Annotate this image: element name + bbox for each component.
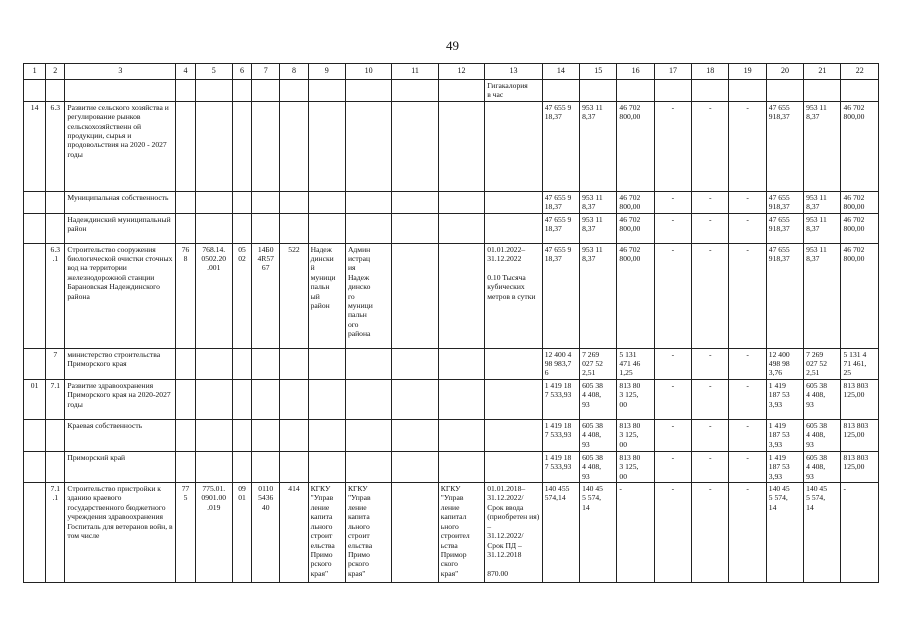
table-cell-col-18: -: [692, 419, 729, 451]
table-cell-col-10: Админ истрац ия Надеж динско го муници пальн ого района: [345, 243, 391, 348]
table-cell-col-20: 1 419 187 53 3,93: [766, 379, 803, 419]
table-cell-col-7: [252, 80, 280, 102]
table-cell-col-11: [392, 213, 438, 243]
table-cell-col-22: [841, 80, 879, 102]
table-cell-col-1: [24, 451, 46, 482]
table-cell-col-13: 01.01.2018– 31.12.2022/ Срок ввода (приобретен ия) – 31.12.2022/ Срок ПД – 31.12.2018 870.00: [485, 483, 543, 583]
table-cell-col-4: 77 5: [176, 483, 195, 583]
table-cell-col-1: [24, 348, 46, 379]
table-cell-col-14: 12 400 4 98 983,7 6: [542, 348, 579, 379]
table-cell-col-14: [542, 80, 579, 102]
table-cell-col-14: 140 455 574,14: [542, 483, 579, 583]
table-cell-col-5: [195, 419, 232, 451]
table-cell-col-9: [308, 213, 345, 243]
page-number: 49: [446, 38, 459, 53]
table-cell-col-7: [252, 348, 280, 379]
table-cell-col-18: -: [692, 451, 729, 482]
table-cell-col-3: Краевая собственность: [65, 419, 176, 451]
header-cell-1: 1: [24, 64, 46, 80]
table-cell-col-5: [195, 101, 232, 191]
table-cell-col-5: [195, 348, 232, 379]
table-cell-col-3: Муниципальная собственность: [65, 191, 176, 213]
table-cell-col-9: [308, 348, 345, 379]
header-cell-21: 21: [804, 64, 841, 80]
header-cell-16: 16: [617, 64, 654, 80]
table-cell-col-14: 47 655 9 18,37: [542, 243, 579, 348]
table-cell-col-16: 46 702 800,00: [617, 213, 654, 243]
table-cell-col-6: [232, 348, 251, 379]
table-cell-col-12: [438, 451, 484, 482]
table-cell-col-18: -: [692, 243, 729, 348]
table-cell-col-5: [195, 451, 232, 482]
table-cell-col-9: [308, 80, 345, 102]
header-cell-17: 17: [654, 64, 691, 80]
table-cell-col-9: [308, 419, 345, 451]
table-cell-col-11: [392, 80, 438, 102]
header-cell-15: 15: [580, 64, 617, 80]
header-cell-13: 13: [485, 64, 543, 80]
table-cell-col-17: -: [654, 451, 691, 482]
table-cell-col-2: [46, 191, 65, 213]
table-cell-col-4: 76 8: [176, 243, 195, 348]
table-cell-col-8: 414: [280, 483, 308, 583]
table-cell-col-20: 1 419 187 53 3,93: [766, 419, 803, 451]
table-cell-col-10: [345, 379, 391, 419]
table-cell-col-8: [280, 80, 308, 102]
table-cell-col-2: 6.3 .1: [46, 243, 65, 348]
header-cell-22: 22: [841, 64, 879, 80]
table-cell-col-8: [280, 101, 308, 191]
table-cell-col-19: -: [729, 348, 766, 379]
header-cell-2: 2: [46, 64, 65, 80]
table-cell-col-3: министерство строительства Приморского края: [65, 348, 176, 379]
table-cell-col-17: -: [654, 243, 691, 348]
table-cell-col-7: [252, 101, 280, 191]
table-cell-col-13: [485, 451, 543, 482]
table-cell-col-4: [176, 379, 195, 419]
table-header-row: [24, 64, 879, 80]
table-cell-col-16: 46 702 800,00: [617, 191, 654, 213]
table-cell-col-15: 605 38 4 408, 93: [580, 451, 617, 482]
table-cell-col-3: Приморский край: [65, 451, 176, 482]
table-cell-col-2: 7: [46, 348, 65, 379]
table-cell-col-14: 1 419 18 7 533,93: [542, 419, 579, 451]
table-cell-col-16: 46 702 800,00: [617, 101, 654, 191]
table-cell-col-9: КГКУ "Управ ление капита льного строит ельства Примо рского края": [308, 483, 345, 583]
table-row: [24, 213, 879, 243]
table-row: [24, 243, 879, 348]
table-cell-col-8: [280, 213, 308, 243]
table-cell-col-7: [252, 419, 280, 451]
table-cell-col-11: [392, 243, 438, 348]
table-cell-col-21: 605 38 4 408, 93: [804, 419, 841, 451]
table-cell-col-13: [485, 379, 543, 419]
table-cell-col-16: [617, 80, 654, 102]
table-cell-col-7: [252, 191, 280, 213]
table-cell-col-16: -: [617, 483, 654, 583]
table-cell-col-18: -: [692, 348, 729, 379]
table-cell-col-12: [438, 213, 484, 243]
table-cell-col-10: [345, 213, 391, 243]
table-cell-col-12: [438, 379, 484, 419]
table-cell-col-21: 953 11 8,37: [804, 191, 841, 213]
table-cell-col-1: [24, 483, 46, 583]
table-cell-col-15: 140 45 5 574, 14: [580, 483, 617, 583]
budget-table: [23, 63, 879, 583]
table-cell-col-20: 1 419 187 53 3,93: [766, 451, 803, 482]
table-cell-col-19: -: [729, 191, 766, 213]
table-cell-col-11: [392, 101, 438, 191]
table-cell-col-20: 140 45 5 574, 14: [766, 483, 803, 583]
table-row: [24, 451, 879, 482]
table-cell-col-16: 46 702 800,00: [617, 243, 654, 348]
header-cell-14: 14: [542, 64, 579, 80]
table-cell-col-15: 7 269 027 52 2,51: [580, 348, 617, 379]
table-cell-col-11: [392, 483, 438, 583]
table-cell-col-9: Надеж дински й муници пальн ый район: [308, 243, 345, 348]
header-cell-20: 20: [766, 64, 803, 80]
table-cell-col-20: 47 655 918,37: [766, 243, 803, 348]
table-cell-col-17: -: [654, 213, 691, 243]
table-cell-col-15: 953 11 8,37: [580, 243, 617, 348]
table-cell-col-19: [729, 80, 766, 102]
table-cell-col-22: 46 702 800,00: [841, 191, 879, 213]
table-cell-col-1: [24, 213, 46, 243]
table-cell-col-6: 05 02: [232, 243, 251, 348]
table-cell-col-21: 953 11 8,37: [804, 243, 841, 348]
table-cell-col-14: 47 655 9 18,37: [542, 191, 579, 213]
table-cell-col-20: 47 655 918,37: [766, 101, 803, 191]
header-cell-7: 7: [252, 64, 280, 80]
header-cell-19: 19: [729, 64, 766, 80]
table-cell-col-3: [65, 80, 176, 102]
table-row: [24, 419, 879, 451]
table-cell-col-5: [195, 80, 232, 102]
table-cell-col-1: [24, 243, 46, 348]
table-cell-col-7: 14Б0 4R57 67: [252, 243, 280, 348]
table-cell-col-6: [232, 451, 251, 482]
header-cell-4: 4: [176, 64, 195, 80]
table-cell-col-21: [804, 80, 841, 102]
table-cell-col-12: КГКУ "Управ ление капитал ьного строител ьства Примор ского края": [438, 483, 484, 583]
table-cell-col-22: 46 702 800,00: [841, 243, 879, 348]
table-cell-col-21: 605 38 4 408, 93: [804, 451, 841, 482]
table-cell-col-19: -: [729, 379, 766, 419]
header-cell-5: 5: [195, 64, 232, 80]
table-cell-col-5: [195, 379, 232, 419]
table-cell-col-15: [580, 80, 617, 102]
table-cell-col-4: [176, 213, 195, 243]
table-cell-col-12: [438, 101, 484, 191]
table-cell-col-6: [232, 379, 251, 419]
table-cell-col-9: [308, 451, 345, 482]
table-cell-col-2: [46, 451, 65, 482]
table-cell-col-8: [280, 348, 308, 379]
table-cell-col-19: -: [729, 213, 766, 243]
table-cell-col-21: 953 11 8,37: [804, 213, 841, 243]
table-cell-col-17: -: [654, 483, 691, 583]
table-cell-col-18: -: [692, 191, 729, 213]
table-cell-col-19: -: [729, 243, 766, 348]
table-cell-col-19: -: [729, 451, 766, 482]
table-cell-col-10: [345, 348, 391, 379]
table-cell-col-7: 0110 5436 40: [252, 483, 280, 583]
table-cell-col-19: -: [729, 419, 766, 451]
table-cell-col-13: [485, 348, 543, 379]
table-cell-col-15: 953 11 8,37: [580, 101, 617, 191]
table-cell-col-22: 813 803 125,00: [841, 379, 879, 419]
table-cell-col-12: [438, 419, 484, 451]
table-cell-col-4: [176, 80, 195, 102]
table-cell-col-7: [252, 213, 280, 243]
table-cell-col-10: [345, 80, 391, 102]
table-row: [24, 191, 879, 213]
table-cell-col-9: [308, 101, 345, 191]
table-cell-col-12: [438, 243, 484, 348]
header-cell-8: 8: [280, 64, 308, 80]
table-cell-col-4: [176, 419, 195, 451]
table-cell-col-20: 47 655 918,37: [766, 213, 803, 243]
table-body: [24, 64, 879, 583]
table-cell-col-10: КГКУ "Управ ление капита льного строит ельства Примо рского края": [345, 483, 391, 583]
table-cell-col-20: [766, 80, 803, 102]
table-cell-col-8: [280, 191, 308, 213]
table-row: [24, 80, 879, 102]
table-cell-col-9: [308, 379, 345, 419]
table-row: [24, 101, 879, 191]
table-cell-col-15: 605 38 4 408, 93: [580, 379, 617, 419]
table-cell-col-21: 605 38 4 408, 93: [804, 379, 841, 419]
table-cell-col-6: [232, 419, 251, 451]
table-cell-col-1: [24, 80, 46, 102]
table-cell-col-18: [692, 80, 729, 102]
table-cell-col-2: [46, 80, 65, 102]
table-cell-col-16: 5 131 471 46 1,25: [617, 348, 654, 379]
table-cell-col-2: [46, 419, 65, 451]
header-cell-9: 9: [308, 64, 345, 80]
table-cell-col-17: -: [654, 379, 691, 419]
table-cell-col-6: [232, 213, 251, 243]
table-cell-col-13: [485, 191, 543, 213]
table-cell-col-4: [176, 451, 195, 482]
table-cell-col-11: [392, 191, 438, 213]
table-cell-col-10: [345, 191, 391, 213]
table-cell-col-6: [232, 80, 251, 102]
table-cell-col-16: 813 80 3 125, 00: [617, 419, 654, 451]
table-cell-col-7: [252, 379, 280, 419]
table-cell-col-8: [280, 379, 308, 419]
table-cell-col-6: 09 01: [232, 483, 251, 583]
table-cell-col-1: [24, 191, 46, 213]
table-cell-col-13: Гигакалория в час: [485, 80, 543, 102]
table-cell-col-14: 47 655 9 18,37: [542, 101, 579, 191]
table-cell-col-13: [485, 419, 543, 451]
table-row: [24, 348, 879, 379]
table-cell-col-3: Развитие здравоохранения Приморского края на 2020-2027 годы: [65, 379, 176, 419]
table-cell-col-8: [280, 451, 308, 482]
table-cell-col-18: -: [692, 101, 729, 191]
table-cell-col-11: [392, 419, 438, 451]
table-cell-col-10: [345, 101, 391, 191]
table-cell-col-21: 953 11 8,37: [804, 101, 841, 191]
table-row: [24, 483, 879, 583]
header-cell-3: 3: [65, 64, 176, 80]
header-cell-18: 18: [692, 64, 729, 80]
table-cell-col-15: 953 11 8,37: [580, 191, 617, 213]
table-row: [24, 379, 879, 419]
table-cell-col-5: 775.01. 0901.00 .019: [195, 483, 232, 583]
table-cell-col-12: [438, 80, 484, 102]
table-cell-col-2: [46, 213, 65, 243]
table-cell-col-14: 1 419 18 7 533,93: [542, 379, 579, 419]
table-cell-col-10: [345, 451, 391, 482]
table-cell-col-12: [438, 348, 484, 379]
table-cell-col-22: 46 702 800,00: [841, 101, 879, 191]
table-cell-col-17: -: [654, 101, 691, 191]
table-cell-col-21: 140 45 5 574, 14: [804, 483, 841, 583]
table-cell-col-20: 12 400 498 98 3,76: [766, 348, 803, 379]
table-cell-col-1: [24, 419, 46, 451]
table-cell-col-22: 5 131 4 71 461, 25: [841, 348, 879, 379]
table-cell-col-20: 47 655 918,37: [766, 191, 803, 213]
table-cell-col-12: [438, 191, 484, 213]
table-cell-col-1: 14: [24, 101, 46, 191]
table-cell-col-11: [392, 451, 438, 482]
table-cell-col-22: -: [841, 483, 879, 583]
table-cell-col-16: 813 80 3 125, 00: [617, 379, 654, 419]
table-cell-col-19: -: [729, 483, 766, 583]
table-cell-col-15: 953 11 8,37: [580, 213, 617, 243]
table-cell-col-17: [654, 80, 691, 102]
table-cell-col-17: -: [654, 348, 691, 379]
table-cell-col-4: [176, 348, 195, 379]
table-cell-col-6: [232, 191, 251, 213]
table-cell-col-3: Строительство пристройки к зданию краевого государственного бюджетного учреждения здравоохранения Госпиталь для ветеранов войн, в том числе: [65, 483, 176, 583]
table-cell-col-2: 7.1 .1: [46, 483, 65, 583]
table-cell-col-14: 1 419 18 7 533,93: [542, 451, 579, 482]
table-cell-col-13: [485, 101, 543, 191]
table-cell-col-4: [176, 101, 195, 191]
table-cell-col-18: -: [692, 213, 729, 243]
table-cell-col-2: 6.3: [46, 101, 65, 191]
table-cell-col-4: [176, 191, 195, 213]
table-cell-col-6: [232, 101, 251, 191]
table-cell-col-16: 813 80 3 125, 00: [617, 451, 654, 482]
table-cell-col-2: 7.1: [46, 379, 65, 419]
table-cell-col-3: Строительство сооружения биологической очистки сточных вод на территории железнодорожной станции Барановская Надеждинского района: [65, 243, 176, 348]
table-cell-col-19: -: [729, 101, 766, 191]
table-cell-col-1: 01: [24, 379, 46, 419]
table-cell-col-8: 522: [280, 243, 308, 348]
table-cell-col-17: -: [654, 191, 691, 213]
table-cell-col-18: -: [692, 379, 729, 419]
table-cell-col-5: 768.14. 0502.20 .001: [195, 243, 232, 348]
header-cell-10: 10: [345, 64, 391, 80]
table-cell-col-22: 813 803 125,00: [841, 419, 879, 451]
table-cell-col-17: -: [654, 419, 691, 451]
table-cell-col-11: [392, 348, 438, 379]
table-cell-col-10: [345, 419, 391, 451]
table-cell-col-14: 47 655 9 18,37: [542, 213, 579, 243]
table-cell-col-11: [392, 379, 438, 419]
table-cell-col-8: [280, 419, 308, 451]
table-cell-col-7: [252, 451, 280, 482]
table-cell-col-21: 7 269 027 52 2,51: [804, 348, 841, 379]
table-cell-col-5: [195, 191, 232, 213]
table-cell-col-13: [485, 213, 543, 243]
header-cell-12: 12: [438, 64, 484, 80]
table-cell-col-18: -: [692, 483, 729, 583]
table-cell-col-13: 01.01.2022– 31.12.2022 0.10 Тысяча кубических метров в сутки: [485, 243, 543, 348]
header-cell-6: 6: [232, 64, 251, 80]
table-cell-col-3: Развитие сельского хозяйства и регулирование рынков сельскохозяйственн ой продукции, сырья и продовольствия на 2020 - 2027 годы: [65, 101, 176, 191]
table-cell-col-3: Надеждинский муниципальный район: [65, 213, 176, 243]
table-cell-col-5: [195, 213, 232, 243]
table-cell-col-22: 46 702 800,00: [841, 213, 879, 243]
table-cell-col-15: 605 38 4 408, 93: [580, 419, 617, 451]
header-cell-11: 11: [392, 64, 438, 80]
table-cell-col-9: [308, 191, 345, 213]
table-cell-col-22: 813 803 125,00: [841, 451, 879, 482]
